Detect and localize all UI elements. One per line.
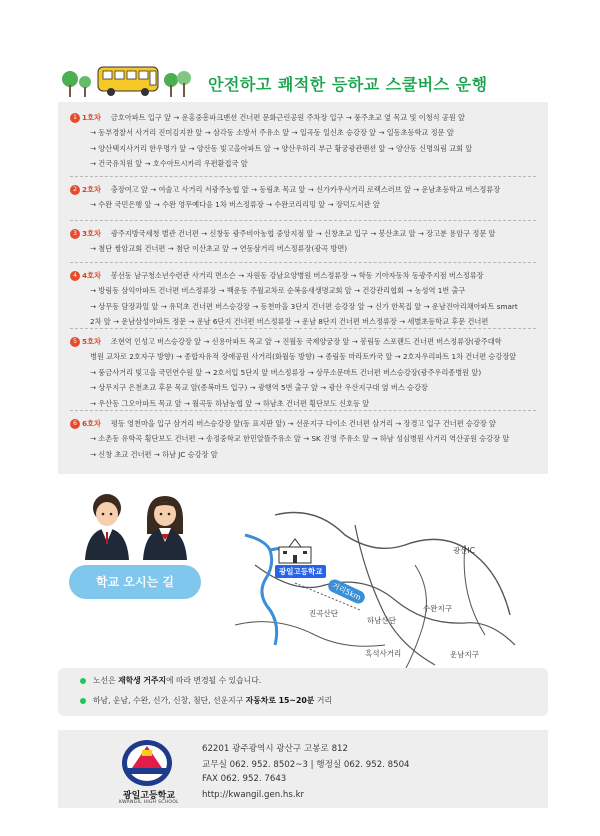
students-illustration [65,490,205,570]
address-text: 62201 광주광역시 광산구 고봉로 812 [202,744,348,754]
route-stops-text: → 양산택지사거리 한우명가 앞 → 양산동 빛고을아파트 앞 → 양산우하리 부근 황궁광관팬션 앞 → 양산동 신명의림 교회 앞 [90,143,473,153]
route-number-badge: 2 [70,185,80,195]
school-logo-emblem [120,738,174,788]
map-label: 광산IC [453,546,475,555]
route-stops-text: 금호아파트 입구 앞 → 운홍중흥파크맨션 건너편 문화근린공원 주차장 입구 → 풍주초교 옆 목교 및 이청식 공원 앞 [110,113,465,122]
route-stop-line [70,365,538,380]
route-number-badge: 6 [70,419,80,429]
route-stops-text: → 수완 국민은행 앞 → 수완 영무예다음 1차 버스정류장 → 수완코리리밍 앞 → 장덕도서관 앞 [90,200,380,210]
map-distance-label: 거리5km [326,577,367,605]
route-stop-line [70,197,538,212]
route-stop-line [70,431,538,446]
route-stop-line [70,447,538,462]
route-divider [70,262,536,263]
bullet-icon [80,698,86,704]
directions-map [235,505,525,670]
page-header [58,58,548,102]
map-label: 하남산단 [367,616,396,625]
route-stops-text: → 첨단 쌍암교회 건너편 → 첨단 이산초교 앞 → 연동삼거리 버스정류장(광곡 방면) [90,244,348,254]
route-stop-line [70,182,538,197]
route-stop-line [70,380,538,395]
route-stops-text: 충장여고 앞 → 여술고 사거리 서광주농협 앞 → 동림초 목교 앞 → 신가카우사거리 로렉스러브 앞 → 운남초등학교 버스정류장 [110,185,501,194]
page-title: 안전하고 쾌적한 등하교 스쿨버스 운행 [208,75,488,94]
route-label: 6호차 [82,419,101,428]
footer [58,730,548,808]
route-stops-text: → 건국유치원 앞 → 호수아트시카리 우편환접국 앞 [90,159,248,169]
website-link[interactable]: http://kwangil.gen.hs.kr [202,790,305,800]
route-stops-text: → 신창 초교 건너편 → 하남 JC 승강장 앞 [90,449,218,459]
route-stops-text: → 소촌동 유학곡 횡단보도 건너편 → 송정중학교 한민알뜰주유소 앞 → SK 진영 주유소 앞 → 하남 성심병원 사거리 역산공원 승강장 앞 [90,434,510,444]
tree-icon [60,68,94,98]
route-stops-text: 2차 앞 → 운남삼성아파트 정문 → 운남 6단지 건너편 버스정류장 → 운남 8단지 건너편 버스정류장 → 세별초등학교 후문 건너편 [90,317,489,327]
route-stop-line [70,125,538,140]
route-3 [70,226,538,257]
map-roads [235,505,525,670]
route-5 [70,334,538,411]
route-stops-text: → 상무동 담장과일 앞 → 유덕초 건너편 버스승강장 → 동천마을 3단지 건너편 승강장 앞 → 신가 한목집 앞 → 운남진아리채아파트 smart [90,301,518,311]
note-item: 하남, 운남, 수완, 신가, 신창, 첨단, 선운지구 자동차로 15~20분 거리 [80,695,332,706]
bullet-icon [80,678,86,684]
route-label: 3호차 [82,229,101,238]
note-item: 노선은 재학생 거주지에 따라 변경될 수 있습니다. [80,675,261,686]
map-school-label: 광일고등학교 [275,565,326,578]
route-number-badge: 3 [70,229,80,239]
route-2 [70,182,538,213]
route-stop-line [70,349,538,364]
route-stops-text: 광주지방국세청 별관 건너편 → 신창동 광주비아농협 중앙지점 앞 → 신창초교 입구 → 봉산초교 앞 → 장고분 용암구 정문 앞 [110,229,496,238]
map-label: 흑석사거리 [365,649,402,658]
route-label: 1호차 [82,113,101,122]
route-stops-text: 평동 영천마을 입구 삼거리 버스승강장 앞(동 표지판 앞) → 선운지구 다이소 건너편 삼거리 → 장경고 입구 건너편 승강장 앞 [110,419,496,428]
route-number-badge: 4 [70,271,80,281]
map-label: 운남지구 [450,650,479,659]
bus-routes-panel [58,102,548,474]
route-stops-text: 조현역 인성고 버스승강장 앞 → 신용아파트 목교 앞 → 진월동 국제양궁장 앞 → 봉림동 스포랜드 건너편 버스정류장(광주대학 [110,337,502,346]
route-divider [70,328,536,329]
route-1 [70,110,538,172]
route-divider [70,410,536,411]
route-divider [70,220,536,221]
phone-text: 교무실 062. 952. 8502~3 | 행정실 062. 952. 8504 [202,760,410,770]
school-bus-icon [96,64,162,98]
route-stops-text: 병원 교차로 2호자구 방향) → 종합자유적 장애공원 사거리(화월동 방향) → 종림동 마라토카국 앞 → 2호자우리파트 1차 건너편 승강장앞 [90,352,517,362]
route-stop-line [70,334,538,349]
route-divider [70,176,536,177]
fax-text: FAX 062. 952. 7643 [202,774,287,784]
route-number-badge: 5 [70,337,80,347]
route-stop-line [70,416,538,431]
route-stops-text: → 방림동 삼익아파트 건너편 버스정류장 → 백운동 주월교차로 순복음새생명교회 앞 → 건강관리협회 → 농성역 1번 출구 [90,286,466,296]
tree-icon [162,68,192,98]
route-stop-line [70,396,538,411]
route-6 [70,416,538,462]
route-stop-line [70,156,538,171]
route-stop-line [70,226,538,241]
route-stop-line [70,241,538,256]
route-number-badge: 1 [70,113,80,123]
school-name-en: KWANGIL HIGH SCHOOL [119,800,179,805]
school-directions-button[interactable]: 학교 오시는 길 [69,565,201,599]
school-building-icon [275,535,315,565]
route-stop-line [70,268,538,283]
route-stop-line [70,283,538,298]
map-label: 진곡산단 [309,609,338,618]
route-stops-text: 봉선동 남구청소년수련관 사거리 면소슨 → 자원동 강남요양병원 버스정류장 → 학동 기아자동차 동광주지점 버스정류장 [110,271,484,280]
route-stops-text: → 상무지구 은천초교 후문 목교 앞(종복마트 입구) → 광행역 5번 출구 앞 → 광산 우산지구대 옆 버스 승강장 [90,383,428,393]
map-label: 수완지구 [423,604,452,613]
route-stop-line [70,110,538,125]
school-name: 광일고등학교 [122,791,176,801]
route-stop-line [70,299,538,314]
route-stops-text: → 우산동 그오아파트 목교 앞 → 월곡동 하남농협 앞 → 하남초 건너편 횡단보도 신호등 앞 [90,398,370,408]
route-label: 4호차 [82,271,101,280]
route-stop-line [70,141,538,156]
notes-box [58,668,548,716]
route-label: 2호차 [82,185,101,194]
route-stops-text: → 풍금사거리 빛고을 국민연수원 앞 → 2호서입 5단지 앞 버스정류장 → 상무소문마트 건너편 버스승강장(광주우리종병원 앞) [90,367,482,377]
route-stops-text: → 동부경찰서 사거리 진미김지찬 앞 → 삼각동 소방서 주유소 앞 → 일곡동 일신초 승강장 앞 → 일동초등학교 정문 앞 [90,128,454,138]
route-label: 5호차 [82,337,101,346]
route-4 [70,268,538,330]
